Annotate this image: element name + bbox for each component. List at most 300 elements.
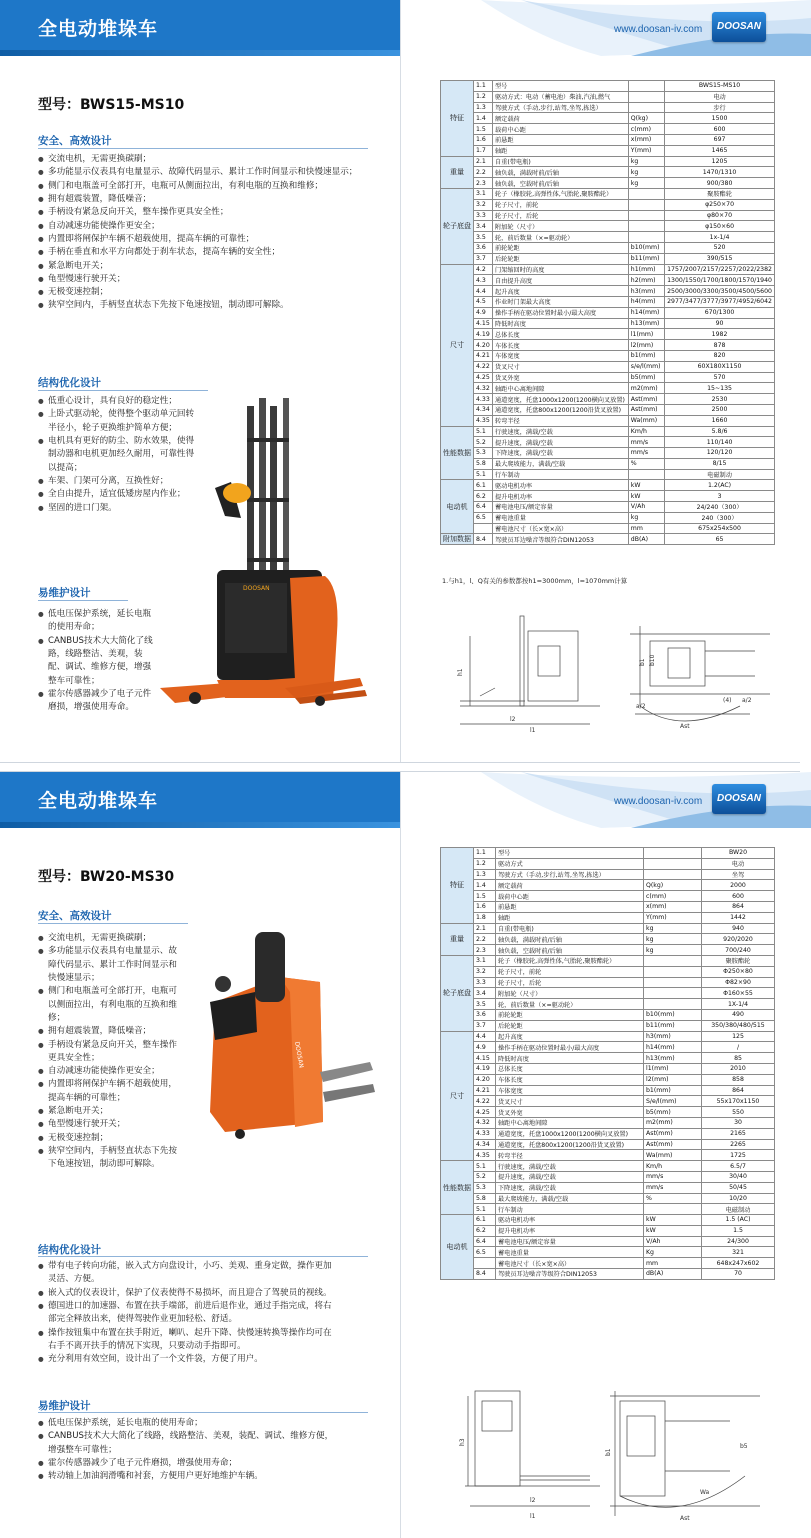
spec-cell: V/Ah — [644, 1236, 702, 1247]
spec-cell: 1.7 — [474, 145, 493, 156]
spec-cell: 3.3 — [474, 210, 493, 221]
spec-cell: 55x170x1150 — [702, 1096, 775, 1107]
spec-cell: 6.1 — [474, 480, 493, 491]
spec-cell: m2(mm) — [644, 1117, 702, 1128]
spec-cell: 蓄电池尺寸（长×宽×高） — [496, 1258, 644, 1269]
spec-cell: l2(mm) — [644, 1074, 702, 1085]
spec-cell: kW — [628, 491, 664, 502]
spec-cell: 3 — [665, 491, 775, 502]
spec-cell: 提升速度，满载/空载 — [492, 437, 628, 448]
spec-row — [441, 286, 775, 297]
spec-cell: h14(mm) — [628, 307, 664, 318]
section-title-maintenance: 易维护设计 — [38, 587, 91, 599]
spec-cell: 4.15 — [474, 318, 493, 329]
spec-group-label: 电动机 — [441, 1215, 474, 1280]
spec-cell: 5.8/6 — [665, 426, 775, 437]
spec-row — [441, 1150, 775, 1161]
feature-item: ● CANBUS技术大大简化了线路，线路整洁、美观，装配、调试、维修方便，增强整车可靠性； — [38, 635, 156, 688]
feature-item: ● 多功能显示仪表具有电量显示、故障代码显示、累计工作时间显示和快慢速显示； — [38, 945, 178, 985]
spec-cell: 570 — [665, 372, 775, 383]
spec-cell: 670/1300 — [665, 307, 775, 318]
website-url[interactable]: www.doosan-iv.com — [614, 796, 703, 807]
spec-row — [441, 502, 775, 513]
spec-row — [441, 1031, 775, 1042]
spec-cell: l2(mm) — [628, 340, 664, 351]
svg-text:a/2: a/2 — [742, 697, 752, 704]
spec-cell: 4.34 — [474, 404, 493, 415]
spec-cell: 1470/1310 — [665, 167, 775, 178]
spec-cell: 4.2 — [474, 264, 493, 275]
feature-item: ● 侧门和电瓶盖可全部打开，电瓶可从侧面拉出，有利电瓶的互换和维修； — [38, 180, 378, 193]
spec-table — [440, 847, 775, 1280]
spec-cell — [628, 469, 664, 480]
spec-cell: 858 — [702, 1074, 775, 1085]
svg-text:Ast: Ast — [680, 723, 690, 730]
spec-cell: 3.2 — [474, 966, 496, 977]
svg-text:l1: l1 — [530, 1513, 536, 1520]
spec-cell: 1205 — [665, 156, 775, 167]
spec-cell: 轴距 — [496, 912, 644, 923]
spec-cell: x(mm) — [644, 901, 702, 912]
spec-row — [441, 296, 775, 307]
spec-row — [441, 891, 775, 902]
spec-row — [441, 469, 775, 480]
spec-cell: 聚胺酯轮 — [665, 188, 775, 199]
spec-cell: 5.1 — [474, 469, 493, 480]
spec-row — [441, 1096, 775, 1107]
spec-row — [441, 1182, 775, 1193]
spec-cell: 1982 — [665, 329, 775, 340]
spec-cell: 转弯半径 — [492, 415, 628, 426]
spec-cell: 6.4 — [474, 502, 493, 513]
spec-cell: 驱动方式 — [496, 858, 644, 869]
spec-cell: 2.1 — [474, 923, 496, 934]
spec-cell: 4.9 — [474, 307, 493, 318]
spec-cell: 1.5 — [474, 124, 493, 135]
feature-item: ● 狭窄空间内，手柄竖直状态下先按下龟速按钮，制动即可解除。 — [38, 1145, 178, 1172]
feature-item: ● 低重心设计，具有良好的稳定性； — [38, 395, 198, 408]
spec-cell: kW — [644, 1225, 702, 1236]
spec-cell: 货叉尺寸 — [492, 361, 628, 372]
feature-item: ● 全自由提升，适宜低矮房屋内作业； — [38, 488, 198, 501]
spec-cell: 型号 — [496, 848, 644, 859]
spec-cell: 驾驶方式（手动,步行,站驾,坐驾,拣选） — [496, 869, 644, 880]
spec-cell: 驱动方式：电动（蓄电池）柴油,汽油,燃气 — [492, 91, 628, 102]
spec-cell: Wa(mm) — [644, 1150, 702, 1161]
spec-cell: 行驶速度，满载/空载 — [496, 1161, 644, 1172]
spec-cell: 载荷中心距 — [496, 891, 644, 902]
spec-cell — [628, 81, 664, 92]
spec-row — [441, 264, 775, 275]
spec-cell — [628, 232, 664, 243]
spec-cell: 前悬距 — [492, 134, 628, 145]
spec-cell: 5.3 — [474, 448, 493, 459]
svg-text:l1: l1 — [530, 727, 536, 734]
spec-cell: 2.2 — [474, 934, 496, 945]
spec-cell: 1.5 — [702, 1225, 775, 1236]
spec-cell: BWS15-MS10 — [665, 81, 775, 92]
spec-cell: 600 — [665, 124, 775, 135]
feature-item: ● 上卧式驱动轮，使得整个驱动单元回转半径小，轮子更换维护简单方便； — [38, 408, 198, 435]
spec-cell: kg — [644, 934, 702, 945]
spec-cell: b1(mm) — [644, 1085, 702, 1096]
spec-cell: 提升电机功率 — [496, 1225, 644, 1236]
spec-cell: 降低时高度 — [496, 1053, 644, 1064]
spec-cell: l1(mm) — [628, 329, 664, 340]
spec-row — [441, 1063, 775, 1074]
spec-cell: 5.1 — [474, 1204, 496, 1215]
feature-item: ● 手柄设有紧急反向开关，整车操作更具安全性； — [38, 1039, 178, 1066]
spec-row — [441, 955, 775, 966]
spec-cell: 4.20 — [474, 340, 493, 351]
spec-cell: 70 — [702, 1269, 775, 1280]
feature-item: ● 霍尔传感器减少了电子元件磨损，增强使用寿命。 — [38, 688, 156, 715]
spec-cell: Km/h — [628, 426, 664, 437]
spec-cell: 920/2020 — [702, 934, 775, 945]
spec-cell: 4.3 — [474, 275, 493, 286]
spec-cell: x(mm) — [628, 134, 664, 145]
spec-cell: 900/380 — [665, 178, 775, 189]
spec-cell: 聚胺酯轮 — [702, 955, 775, 966]
svg-text:h1: h1 — [457, 668, 464, 676]
spec-row — [441, 1258, 775, 1269]
spec-cell: 648x247x602 — [702, 1258, 775, 1269]
spec-cell: mm/s — [628, 437, 664, 448]
spec-cell: 1X-1/4 — [702, 999, 775, 1010]
spec-cell: 4.33 — [474, 1128, 496, 1139]
spec-cell: 2265 — [702, 1139, 775, 1150]
spec-cell: 4.5 — [474, 296, 493, 307]
spec-cell: 1.4 — [474, 113, 493, 124]
spec-cell: 蓄电池重量 — [492, 512, 628, 523]
spec-cell: 3.7 — [474, 253, 493, 264]
spec-cell: 1757/2007/2157/2257/2022/2382 — [665, 264, 775, 275]
spec-cell: 864 — [702, 1085, 775, 1096]
spec-cell — [644, 977, 702, 988]
spec-cell: 轮，前后数量（×=驱动轮） — [492, 232, 628, 243]
spec-cell: 1.8 — [474, 912, 496, 923]
spec-cell: 轮子尺寸，后轮 — [496, 977, 644, 988]
spec-group-label: 轮子底盘 — [441, 955, 474, 1031]
feature-item: ● 交流电机，无需更换碳刷； — [38, 932, 178, 945]
spec-cell: 电磁制动 — [702, 1204, 775, 1215]
spec-cell: 1.2 — [474, 858, 496, 869]
spec-cell: b10(mm) — [644, 1009, 702, 1020]
feature-item: ● 充分利用有效空间，设计出了一个文件袋，方便了用户。 — [38, 1353, 338, 1366]
spec-cell: 4.32 — [474, 1117, 496, 1128]
spec-cell: 4.22 — [474, 1096, 496, 1107]
spec-cell: 2010 — [702, 1063, 775, 1074]
spec-cell: 电动 — [702, 858, 775, 869]
spec-cell: 自重(带电瓶) — [492, 156, 628, 167]
spec-cell — [474, 523, 493, 534]
spec-cell: 5.8 — [474, 1193, 496, 1204]
spec-cell: s/e/l(mm) — [628, 361, 664, 372]
dimension-drawing — [460, 1376, 780, 1526]
spec-cell: Km/h — [644, 1161, 702, 1172]
spec-cell: 1.2(AC) — [665, 480, 775, 491]
spec-cell: 390/515 — [665, 253, 775, 264]
spec-cell: V/Ah — [628, 502, 664, 513]
spec-cell: 5.1 — [474, 1161, 496, 1172]
spec-cell: 车体宽度 — [492, 350, 628, 361]
spec-cell: 2530 — [665, 394, 775, 405]
feature-item: ● 拥有超震装置，降低噪音； — [38, 1025, 178, 1038]
spec-cell: 型号 — [492, 81, 628, 92]
spec-cell: / — [702, 1042, 775, 1053]
spec-row — [441, 81, 775, 92]
spec-cell: c(mm) — [628, 124, 664, 135]
feature-item: ● 龟型慢速行驶开关； — [38, 273, 378, 286]
spec-row — [441, 124, 775, 135]
svg-text:DOOSAN: DOOSAN — [243, 585, 270, 592]
spec-cell: 4.21 — [474, 350, 493, 361]
spec-row — [441, 858, 775, 869]
spec-cell — [644, 858, 702, 869]
spec-cell: 驱动电机功率 — [492, 480, 628, 491]
spec-cell: 蓄电池重量 — [496, 1247, 644, 1258]
spec-cell: 1660 — [665, 415, 775, 426]
spec-cell: kg — [628, 167, 664, 178]
spec-cell: b5(mm) — [644, 1107, 702, 1118]
section-title-safety: 安全、高效设计 — [38, 910, 112, 922]
spec-cell: 4.19 — [474, 329, 493, 340]
header-brand-area — [401, 772, 800, 828]
spec-cell: 6.4 — [474, 1236, 496, 1247]
spec-cell: % — [644, 1193, 702, 1204]
spec-cell: mm/s — [644, 1182, 702, 1193]
spec-cell: 自重(带电瓶) — [496, 923, 644, 934]
spec-cell: 24/300 — [702, 1236, 775, 1247]
brochure-page-1 — [0, 0, 800, 762]
spec-cell: 4.35 — [474, 415, 493, 426]
model-number: 型号：BWS15-MS10 — [38, 97, 185, 113]
spec-cell: 700/240 — [702, 945, 775, 956]
spec-table — [440, 80, 775, 545]
spec-cell: 4.25 — [474, 1107, 496, 1118]
spec-cell: dB(A) — [644, 1269, 702, 1280]
spec-cell: Ast(mm) — [644, 1128, 702, 1139]
spec-footnote: 1.与h1，l、Q有关的参数都按h1=3000mm，l=1070mm计算 — [442, 577, 628, 585]
spec-cell — [474, 1258, 496, 1269]
header-banner — [0, 0, 400, 56]
svg-text:b10: b10 — [649, 654, 656, 666]
doosan-logo: DOOSAN — [712, 12, 766, 42]
spec-row — [441, 188, 775, 199]
spec-cell — [628, 91, 664, 102]
spec-cell: 自由提升高度 — [492, 275, 628, 286]
spec-cell: 轴距 — [492, 145, 628, 156]
spec-row — [441, 491, 775, 502]
spec-cell: 3.5 — [474, 232, 493, 243]
feature-item: ● 侧门和电瓶盖可全部打开，电瓶可以侧面拉出，有利电瓶的互换和维修； — [38, 985, 178, 1025]
spec-cell: 后轮轮距 — [496, 1020, 644, 1031]
svg-text:a/2: a/2 — [636, 703, 646, 710]
spec-cell: 65 — [665, 534, 775, 545]
spec-cell: Y(mm) — [628, 145, 664, 156]
spec-cell: Q(kg) — [628, 113, 664, 124]
spec-row — [441, 1236, 775, 1247]
spec-cell: 轴负载，空载时前/后轴 — [496, 945, 644, 956]
section-title-structure: 结构优化设计 — [38, 377, 101, 389]
spec-cell: 4.21 — [474, 1085, 496, 1096]
spec-cell: 5.2 — [474, 437, 493, 448]
spec-cell: 蓄电池电压/额定容量 — [496, 1236, 644, 1247]
spec-cell — [644, 966, 702, 977]
spec-row — [441, 901, 775, 912]
spec-cell: 2.3 — [474, 178, 493, 189]
spec-cell: 轮子（橡胶轮,高弹性体,气胎轮,聚胺酯轮） — [496, 955, 644, 966]
spec-group-label: 尺寸 — [441, 264, 474, 426]
spec-cell: Kg — [644, 1247, 702, 1258]
spec-cell: 4.34 — [474, 1139, 496, 1150]
spec-row — [441, 221, 775, 232]
spec-cell: h13(mm) — [628, 318, 664, 329]
spec-cell: 85 — [702, 1053, 775, 1064]
spec-cell: φ250×70 — [665, 199, 775, 210]
spec-row — [441, 458, 775, 469]
spec-row — [441, 275, 775, 286]
spec-cell: 操作手柄在驱动位置时最小/最大高度 — [496, 1042, 644, 1053]
spec-cell: 3.5 — [474, 999, 496, 1010]
spec-row — [441, 1171, 775, 1182]
spec-row — [441, 145, 775, 156]
spec-cell: Y(mm) — [644, 912, 702, 923]
spec-cell: 1500 — [665, 113, 775, 124]
spec-cell: 轮子尺寸，前轮 — [492, 199, 628, 210]
spec-cell: 1.5 — [474, 891, 496, 902]
spec-row — [441, 340, 775, 351]
spec-row — [441, 318, 775, 329]
spec-cell — [628, 199, 664, 210]
spec-cell: Φ82×90 — [702, 977, 775, 988]
spec-row — [441, 1020, 775, 1031]
dimension-drawing — [440, 596, 780, 736]
spec-row — [441, 102, 775, 113]
spec-row — [441, 1117, 775, 1128]
spec-cell — [644, 999, 702, 1010]
spec-cell: 额定载荷 — [492, 113, 628, 124]
spec-group-label: 性能数据 — [441, 1161, 474, 1215]
website-url[interactable]: www.doosan-iv.com — [614, 24, 703, 35]
spec-group-label: 重量 — [441, 923, 474, 955]
spec-cell: 4.9 — [474, 1042, 496, 1053]
spec-cell: 3.6 — [474, 1009, 496, 1020]
spec-cell: 蓄电池尺寸（长×宽×高） — [492, 523, 628, 534]
header-brand-area — [401, 0, 800, 56]
spec-cell: S/e/l(mm) — [644, 1096, 702, 1107]
spec-cell: 货叉外宽 — [496, 1107, 644, 1118]
spec-row — [441, 372, 775, 383]
spec-cell: 3.1 — [474, 188, 493, 199]
feature-item: ● 无极变速控制； — [38, 1132, 178, 1145]
section-title-maintenance: 易维护设计 — [38, 1400, 91, 1412]
spec-cell — [628, 102, 664, 113]
spec-cell: 3.4 — [474, 988, 496, 999]
section-title-structure: 结构优化设计 — [38, 1244, 101, 1256]
spec-row — [441, 113, 775, 124]
spec-cell: 最大爬坡能力，满载/空载 — [492, 458, 628, 469]
spec-group-label: 重量 — [441, 156, 474, 188]
spec-row — [441, 210, 775, 221]
spec-cell: 轮子（橡胶轮,高弹性体,气胎轮,聚胺酯轮） — [492, 188, 628, 199]
spec-cell: 4.19 — [474, 1063, 496, 1074]
spec-row — [441, 1215, 775, 1226]
spec-cell: 1300/1550/1700/1800/1570/1940 — [665, 275, 775, 286]
spec-cell: 起升高度 — [496, 1031, 644, 1042]
spec-cell: Q(kg) — [644, 880, 702, 891]
spec-cell: 1442 — [702, 912, 775, 923]
spec-row — [441, 167, 775, 178]
spec-row — [441, 1009, 775, 1020]
spec-row — [441, 1193, 775, 1204]
feature-item: ● 转动轴上加油润滑嘴和衬套，方便用户更好地维护车辆。 — [38, 1470, 338, 1483]
safety-feature-list — [38, 153, 378, 313]
spec-cell: 轴负载，满载时前/后轴 — [496, 934, 644, 945]
spec-cell — [628, 210, 664, 221]
spec-cell: 125 — [702, 1031, 775, 1042]
svg-text:b1: b1 — [605, 1448, 612, 1456]
structure-feature-list — [38, 1260, 338, 1367]
spec-row — [441, 523, 775, 534]
section-divider — [38, 600, 128, 601]
spec-cell: h14(mm) — [644, 1042, 702, 1053]
spec-row — [441, 966, 775, 977]
spec-cell: 2.2 — [474, 167, 493, 178]
spec-cell: 878 — [665, 340, 775, 351]
page-separator — [0, 762, 800, 772]
spec-cell: h13(mm) — [644, 1053, 702, 1064]
spec-cell: 1.2 — [474, 91, 493, 102]
spec-cell: 5.3 — [474, 1182, 496, 1193]
spec-cell: kW — [628, 480, 664, 491]
spec-cell: kg — [628, 178, 664, 189]
spec-cell: mm — [628, 523, 664, 534]
spec-cell: 90 — [665, 318, 775, 329]
spec-cell: 行车制动 — [496, 1204, 644, 1215]
spec-cell: 起升高度 — [492, 286, 628, 297]
feature-item: ● 带有电子转向功能，嵌入式方向盘设计，小巧、美观、重身定做，操作更加灵活、方便。 — [38, 1260, 338, 1287]
spec-cell: 2165 — [702, 1128, 775, 1139]
header-title: 全电动堆垛车 — [38, 790, 159, 812]
stacker-truck-image — [155, 398, 370, 728]
spec-row — [441, 480, 775, 491]
spec-cell: 下降速度，满载/空载 — [496, 1182, 644, 1193]
spec-row — [441, 1128, 775, 1139]
spec-cell — [644, 955, 702, 966]
spec-cell: 货叉外宽 — [492, 372, 628, 383]
spec-cell: 下降速度，满载/空载 — [492, 448, 628, 459]
spec-row — [441, 437, 775, 448]
spec-cell: h3(mm) — [644, 1031, 702, 1042]
spec-cell: 6.5 — [474, 512, 493, 523]
spec-cell: 车体长度 — [492, 340, 628, 351]
spec-row — [441, 1107, 775, 1118]
spec-cell: 50/45 — [702, 1182, 775, 1193]
spec-row — [441, 1247, 775, 1258]
spec-row — [441, 91, 775, 102]
spec-row — [441, 977, 775, 988]
spec-cell: 1.6 — [474, 134, 493, 145]
spec-cell: 3.4 — [474, 221, 493, 232]
pallet-truck-image — [195, 922, 375, 1142]
spec-row — [441, 923, 775, 934]
spec-cell: 3.2 — [474, 199, 493, 210]
section-divider — [38, 390, 208, 391]
spec-row — [441, 404, 775, 415]
spec-group-label: 轮子底盘 — [441, 188, 474, 264]
spec-group-label: 特征 — [441, 81, 474, 157]
